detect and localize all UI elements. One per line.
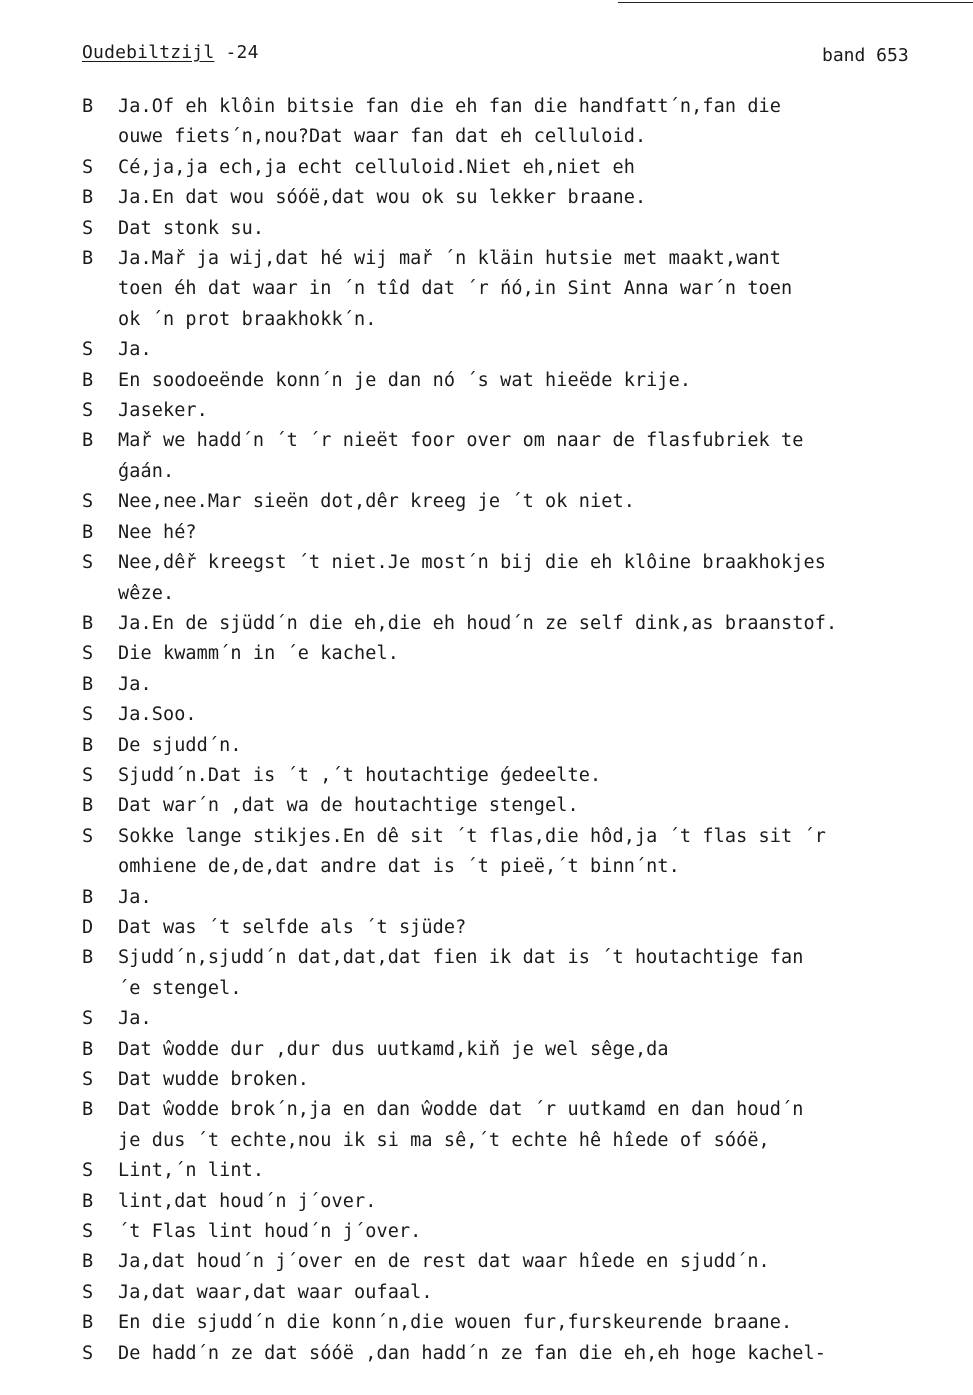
utterance-line: Sjudd´n,sjudd´n dat,dat,dat fien ik dat is ´t houtachtige fan (118, 947, 804, 969)
speaker-label: B (82, 430, 94, 452)
utterance-line: ´t Flas lint houd´n j´over. (118, 1221, 422, 1243)
utterance (118, 1339, 952, 1369)
transcript (82, 92, 952, 1369)
speaker-label: S (82, 491, 94, 513)
utterance-line: ǵaán. (118, 460, 175, 482)
transcript-entry (82, 670, 952, 700)
utterance-line: Ja.En dat wou sóóë,dat wou ok su lekker braane. (118, 187, 647, 209)
utterance (118, 1187, 952, 1217)
utterance-line: Ja,dat waar,dat waar oufaal. (118, 1281, 433, 1303)
transcript-entry (82, 153, 952, 183)
utterance-line: omhiene de,de,dat andre dat is ´t pieë,´t binn´nt. (118, 856, 680, 878)
speaker-label: S (82, 156, 94, 178)
page-number: -24 (214, 42, 259, 63)
utterance-line: Ja.Soo. (118, 704, 197, 726)
utterance-line: Ja,dat houd´n j´over en de rest dat waar hîede en sjudd´n. (118, 1251, 770, 1273)
speaker-label: S (82, 1069, 94, 1090)
utterance (118, 1217, 952, 1247)
speaker-label: B (82, 947, 94, 969)
utterance-line: Ja. (118, 1008, 152, 1030)
utterance-line: Dat wudde broken. (118, 1069, 310, 1090)
utterance-line: Nee,nee.Mar sieën dot,dêr kreeg je ´t ok niet. (118, 491, 635, 513)
utterance (118, 426, 952, 487)
speaker-label: B (82, 96, 94, 117)
transcript-entry (82, 396, 952, 426)
utterance-line: ouwe fiets´n,nou?Dat waar fan dat eh celluloid. (118, 126, 647, 148)
utterance (118, 731, 952, 761)
transcript-entry (82, 183, 952, 213)
speaker-label: S (82, 704, 94, 726)
speaker-label: S (82, 217, 94, 239)
utterance-line: Dat ŵodde dur ,dur dus uutkamd,kiň je wel sêge,da (118, 1038, 669, 1060)
utterance-line: Sokke lange stikjes.En dê sit ´t flas,die hôd,ja ´t flas sit ´r (118, 825, 826, 847)
utterance (118, 396, 952, 426)
utterance (118, 822, 952, 883)
transcript-entry (82, 609, 952, 639)
page-title (82, 42, 259, 63)
transcript-entry (82, 548, 952, 609)
speaker-label: S (82, 643, 94, 665)
transcript-entry (82, 761, 952, 791)
utterance (118, 548, 952, 609)
transcript-entry (82, 943, 952, 1004)
utterance (118, 700, 952, 730)
transcript-entry (82, 883, 952, 913)
utterance-line: En soodoeënde konn´n je dan nó ´s wat hieëde krije. (118, 369, 692, 391)
utterance-line: Jaseker. (118, 400, 208, 422)
utterance-line: Nee,dêř kreegst ´t niet.Je most´n bij die eh klôine braakhokjes (118, 552, 826, 574)
speaker-label: S (82, 1342, 94, 1364)
band-number: band 653 (822, 45, 909, 66)
utterance-line: Cé,ja,ja ech,ja echt celluloid.Niet eh,niet eh (118, 156, 635, 178)
utterance (118, 366, 952, 396)
transcript-entry (82, 1217, 952, 1247)
utterance (118, 183, 952, 213)
speaker-label: S (82, 1281, 94, 1303)
utterance-line: Dat ŵodde brok´n,ja en dan ŵodde dat ´r uutkamd en dan houd´n (118, 1099, 804, 1121)
speaker-label: D (82, 916, 94, 938)
utterance-line: Nee hé? (118, 521, 197, 543)
utterance-line: De sjudd´n. (118, 734, 242, 756)
utterance-line: En die sjudd´n die konn´n,die wouen fur,furskeurende braane. (118, 1312, 793, 1334)
transcript-entry (82, 1247, 952, 1277)
speaker-label: S (82, 552, 94, 574)
top-rule (618, 2, 973, 3)
transcript-entry (82, 791, 952, 821)
speaker-label: B (82, 1312, 94, 1334)
speaker-label: B (82, 734, 94, 756)
transcript-entry (82, 366, 952, 396)
utterance (118, 244, 952, 335)
speaker-label: B (82, 369, 94, 391)
utterance-line: wêze. (118, 582, 175, 604)
utterance-line: Ja.Mař ja wij,dat hé wij mař ´n kläin hutsie met maakt,want (118, 248, 782, 270)
utterance (118, 639, 952, 669)
speaker-label: B (82, 1251, 94, 1273)
utterance-line: Die kwamm´n in ´e kachel. (118, 643, 399, 665)
speaker-label: B (82, 1038, 94, 1060)
utterance-line: ok ´n prot braakhokk´n. (118, 308, 377, 330)
utterance (118, 1308, 952, 1338)
utterance (118, 1156, 952, 1186)
speaker-label: S (82, 339, 94, 361)
transcript-entry (82, 1308, 952, 1338)
transcript-entry (82, 1156, 952, 1186)
utterance (118, 214, 952, 244)
transcript-entry (82, 1187, 952, 1217)
utterance-line: Ja. (118, 339, 152, 361)
speaker-label: S (82, 1008, 94, 1030)
speaker-label: B (82, 521, 94, 543)
utterance-line: Dat stonk su. (118, 217, 265, 239)
utterance-line: Ja.Of eh klôin bitsie fan die eh fan die handfatt´n,fan die (118, 96, 782, 117)
speaker-label: S (82, 825, 94, 847)
transcript-entry (82, 1278, 952, 1308)
utterance (118, 883, 952, 913)
transcript-entry (82, 700, 952, 730)
speaker-label: S (82, 1160, 94, 1182)
transcript-entry (82, 639, 952, 669)
utterance (118, 518, 952, 548)
speaker-label: B (82, 673, 94, 695)
utterance (118, 487, 952, 517)
transcript-entry (82, 214, 952, 244)
utterance (118, 609, 952, 639)
utterance (118, 1095, 952, 1156)
speaker-label: B (82, 795, 94, 817)
transcript-entry (82, 1339, 952, 1369)
utterance (118, 791, 952, 821)
transcript-entry (82, 822, 952, 883)
speaker-label: S (82, 400, 94, 422)
utterance (118, 1004, 952, 1034)
transcript-entry (82, 92, 952, 153)
transcript-entry (82, 335, 952, 365)
utterance (118, 670, 952, 700)
utterance-line: ´e stengel. (118, 977, 242, 999)
utterance-line: lint,dat houd´n j´over. (118, 1190, 377, 1212)
utterance-line: Dat was ´t selfde als ´t sjüde? (118, 916, 467, 938)
transcript-entry (82, 913, 952, 943)
utterance (118, 153, 952, 183)
transcript-entry (82, 244, 952, 335)
utterance-line: Mař we hadd´n ´t ´r nieët foor over om naar de flasfubriek te (118, 430, 804, 452)
utterance (118, 1278, 952, 1308)
place-name: Oudebiltzijl (82, 42, 215, 63)
speaker-label: B (82, 1190, 94, 1212)
utterance-line: je dus ´t echte,nou ik si ma sê,´t echte hê hîede of sóóë, (118, 1129, 770, 1151)
utterance (118, 1247, 952, 1277)
utterance (118, 761, 952, 791)
utterance (118, 335, 952, 365)
transcript-entry (82, 487, 952, 517)
transcript-entry (82, 426, 952, 487)
speaker-label: B (82, 612, 94, 634)
utterance-line: Dat war´n ,dat wa de houtachtige stengel. (118, 795, 579, 817)
transcript-entry (82, 518, 952, 548)
transcript-entry (82, 1004, 952, 1034)
utterance-line: toen éh dat waar in ´n tîd dat ´r ńó,in Sint Anna war´n toen (118, 278, 793, 300)
transcript-entry (82, 731, 952, 761)
speaker-label: B (82, 1099, 94, 1121)
utterance (118, 92, 952, 153)
utterance (118, 1035, 952, 1065)
utterance-line: De hadd´n ze dat sóóë ,dan hadd´n ze fan die eh,eh hoge kachel- (118, 1342, 826, 1364)
utterance (118, 913, 952, 943)
speaker-label: B (82, 248, 94, 270)
utterance-line: Ja. (118, 886, 152, 908)
utterance (118, 1065, 952, 1095)
speaker-label: S (82, 764, 94, 786)
transcript-entry (82, 1095, 952, 1156)
speaker-label: B (82, 187, 94, 209)
transcript-entry (82, 1035, 952, 1065)
utterance-line: Sjudd´n.Dat is ´t ,´t houtachtige ǵedeelte. (118, 764, 602, 786)
transcript-entry (82, 1065, 952, 1095)
utterance (118, 943, 952, 1004)
speaker-label: S (82, 1221, 94, 1243)
speaker-label: B (82, 886, 94, 908)
utterance-line: Lint,´n lint. (118, 1160, 265, 1182)
utterance-line: Ja. (118, 673, 152, 695)
utterance-line: Ja.En de sjüdd´n die eh,die eh houd´n ze self dink,as braanstof. (118, 612, 838, 634)
